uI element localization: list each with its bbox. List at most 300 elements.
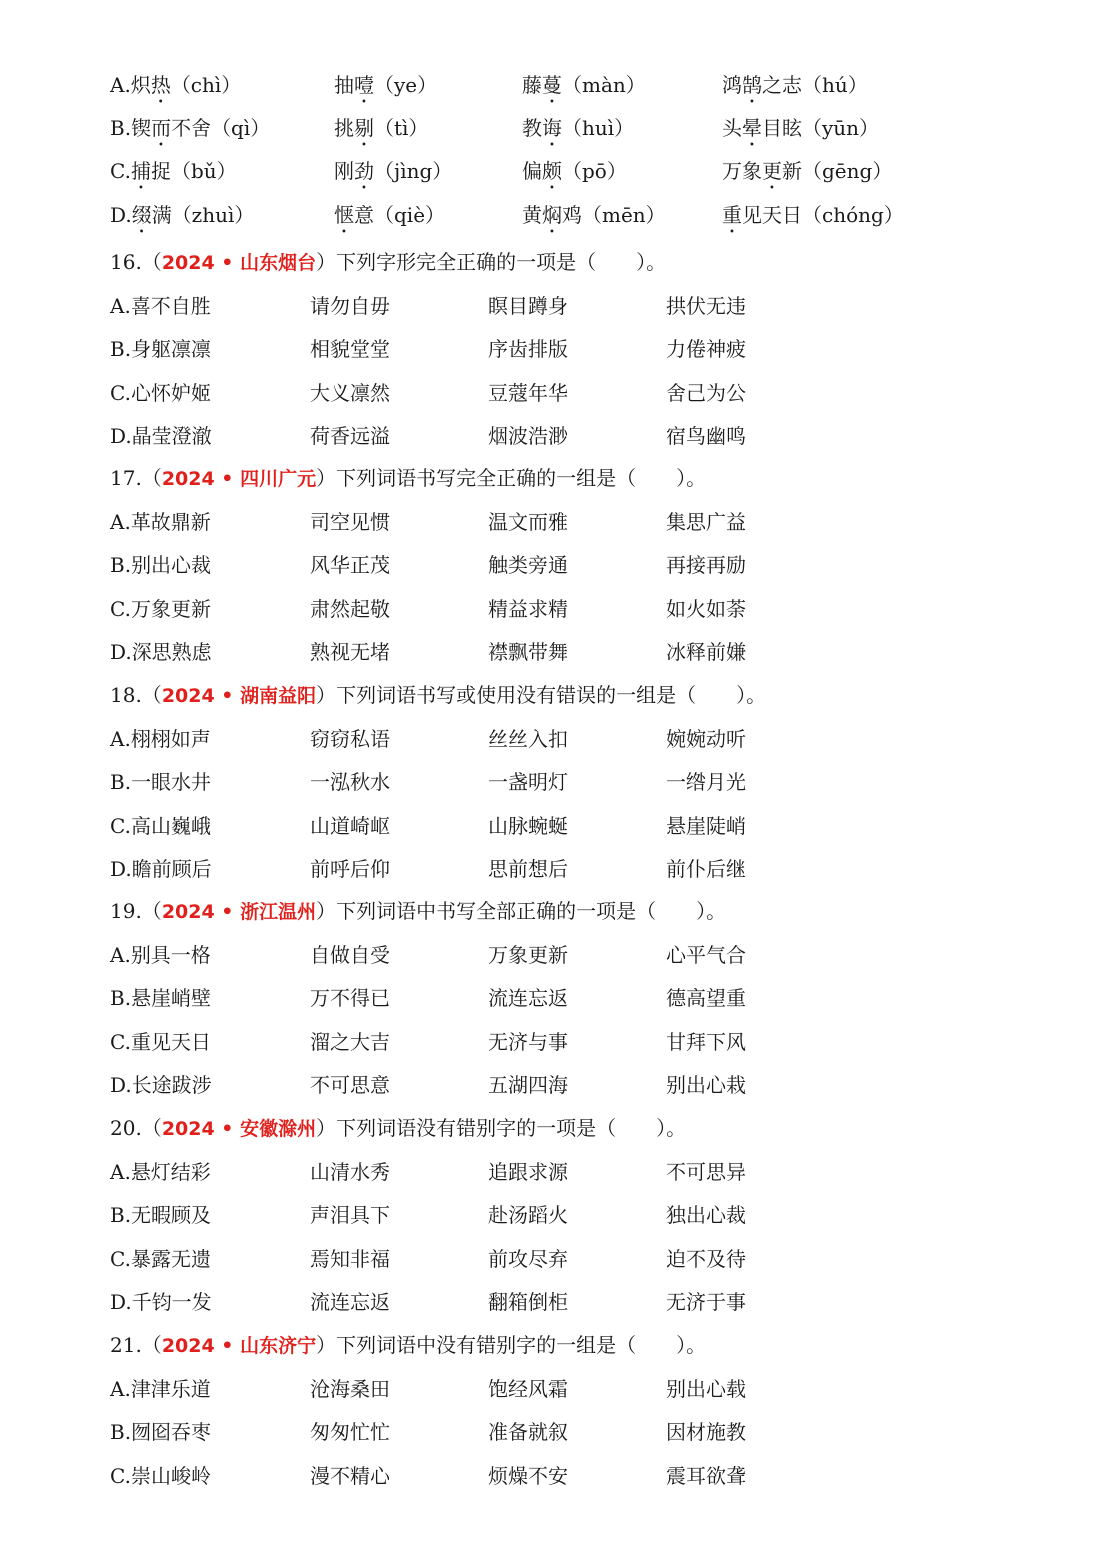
- word-item: [666, 1417, 746, 1447]
- word-text: 津津乐道: [130, 1376, 211, 1401]
- word-item: [666, 1027, 746, 1057]
- word-item: [310, 1244, 390, 1274]
- word-item: [310, 1070, 390, 1100]
- word-part: 刚: [334, 159, 354, 183]
- word-text: 一绺月光: [666, 770, 746, 794]
- word-item: [110, 637, 212, 667]
- pinyin-item: [110, 70, 241, 108]
- word-text: 千钧一发: [131, 1290, 212, 1314]
- option-label: A.: [110, 726, 131, 751]
- question-number: 19.（: [110, 899, 162, 923]
- word-text: 豆蔻年华: [488, 380, 568, 405]
- dotted-character: 热: [150, 73, 171, 97]
- option-label: B.: [110, 337, 132, 361]
- word-item: [110, 767, 211, 797]
- word-item: [488, 334, 568, 364]
- question-prompt: ）下列词语书写完全正确的一组是（ ）。: [316, 466, 707, 490]
- word-text: 栩栩如声: [130, 726, 211, 751]
- option-label: D.: [110, 203, 132, 227]
- pinyin-annotation: （hú）: [802, 73, 868, 97]
- word-item: [488, 1157, 568, 1187]
- word-item: [666, 1374, 746, 1404]
- option-label: B.: [110, 553, 132, 577]
- word-part: 不舍: [171, 116, 212, 140]
- word-item: [488, 507, 568, 537]
- pinyin-item: [722, 70, 868, 108]
- word-item: [666, 550, 746, 580]
- word-text: 烟波浩渺: [488, 424, 568, 448]
- word-text: 集思广益: [666, 509, 746, 534]
- pinyin-annotation: （jìng）: [374, 159, 453, 183]
- word-item: [110, 1374, 211, 1404]
- word-item: [488, 1244, 568, 1274]
- word-item: [666, 1461, 746, 1491]
- word-item: [666, 378, 746, 408]
- option-label: B.: [110, 986, 132, 1010]
- word-item: [110, 1157, 211, 1187]
- question-heading: [110, 1330, 706, 1360]
- word-item: [110, 594, 211, 624]
- dotted-character: 蔓: [542, 73, 562, 97]
- word-text: 襟飘带舞: [488, 640, 568, 664]
- option-label: C.: [110, 813, 131, 838]
- word-item: [110, 724, 211, 754]
- word-text: 焉知非福: [310, 1246, 390, 1271]
- word-part: 藤: [522, 73, 542, 97]
- option-label: C.: [110, 1463, 131, 1488]
- word-part: 万象: [722, 159, 762, 183]
- word-text: 请勿自毋: [310, 293, 390, 318]
- word-text: 窃窃私语: [310, 726, 390, 751]
- dotted-character: 而: [151, 116, 172, 140]
- pinyin-annotation: （gēng）: [802, 159, 893, 183]
- word-item: [666, 291, 746, 321]
- word-text: 五湖四海: [488, 1073, 568, 1097]
- word-text: 大义凛然: [310, 380, 390, 405]
- word-item: [310, 291, 390, 321]
- question-heading: [110, 680, 766, 710]
- word-item: [110, 983, 211, 1013]
- word-text: 不可思意: [310, 1073, 390, 1097]
- word-text: 精益求精: [488, 596, 568, 621]
- word-item: [310, 594, 390, 624]
- pinyin-annotation: （bǔ）: [170, 159, 237, 183]
- word-text: 一眼水井: [131, 770, 212, 794]
- word-text: 思前想后: [488, 857, 568, 881]
- pinyin-annotation: （mēn）: [582, 203, 666, 227]
- word-text: 囫囵吞枣: [131, 1420, 212, 1444]
- pinyin-item: [722, 113, 879, 151]
- pinyin-annotation: （màn）: [562, 73, 646, 97]
- word-text: 悬崖峭壁: [131, 986, 212, 1010]
- word-item: [488, 1070, 568, 1100]
- word-item: [666, 637, 746, 667]
- word-item: [666, 1200, 746, 1230]
- word-part: 新: [782, 159, 802, 183]
- word-part: 炽: [130, 73, 151, 97]
- question-number: 21.（: [110, 1333, 162, 1357]
- word-text: 流连忘返: [310, 1290, 390, 1314]
- dotted-character: 惬: [334, 203, 354, 227]
- word-item: [110, 378, 211, 408]
- word-item: [110, 334, 211, 364]
- word-item: [310, 724, 390, 754]
- question-source: 2024 • 安徽滁州: [161, 1118, 317, 1140]
- word-text: 山道崎岖: [310, 813, 390, 838]
- word-item: [666, 724, 746, 754]
- question-source: 2024 • 浙江温州: [161, 901, 317, 923]
- dotted-character: 晕: [742, 116, 762, 140]
- word-text: 山清水秀: [310, 1159, 390, 1184]
- word-item: [488, 550, 568, 580]
- option-label: A.: [110, 1159, 131, 1184]
- pinyin-item: [522, 113, 634, 151]
- word-text: 宿鸟幽鸣: [666, 424, 746, 448]
- word-item: [110, 811, 211, 841]
- word-item: [310, 1461, 390, 1491]
- word-item: [666, 983, 746, 1013]
- word-part: 黄: [522, 203, 542, 227]
- dotted-character: 诲: [542, 116, 562, 140]
- word-item: [488, 940, 568, 970]
- word-text: 前仆后继: [666, 857, 746, 881]
- word-text: 万不得已: [310, 986, 390, 1010]
- pinyin-item: [522, 70, 646, 108]
- word-item: [488, 724, 568, 754]
- option-label: A.: [110, 942, 131, 967]
- word-text: 赴汤蹈火: [488, 1203, 568, 1227]
- question-heading: [110, 1113, 686, 1143]
- word-text: 别具一格: [130, 942, 211, 967]
- word-text: 婉婉动听: [666, 726, 746, 751]
- word-text: 沧海桑田: [310, 1376, 390, 1401]
- word-item: [488, 767, 568, 797]
- question-source: 2024 • 湖南益阳: [161, 685, 317, 707]
- dotted-character: 劲: [354, 159, 374, 183]
- word-text: 丝丝入扣: [488, 726, 568, 751]
- word-text: 温文而雅: [488, 509, 568, 534]
- dotted-character: 捕: [130, 159, 151, 183]
- word-text: 无暇顾及: [131, 1203, 212, 1227]
- word-text: 瞑目蹲身: [488, 293, 568, 318]
- word-item: [666, 594, 746, 624]
- word-text: 暴露无遗: [130, 1246, 211, 1271]
- word-text: 熟视无堵: [310, 640, 390, 664]
- word-part: 锲: [131, 116, 152, 140]
- word-text: 匆匆忙忙: [310, 1420, 390, 1444]
- word-text: 前呼后仰: [310, 857, 390, 881]
- word-text: 别出心载: [666, 1376, 746, 1401]
- word-item: [110, 1244, 211, 1274]
- word-text: 相貌堂堂: [310, 337, 390, 361]
- word-item: [310, 1157, 390, 1187]
- word-text: 烦燥不安: [488, 1463, 568, 1488]
- word-item: [666, 1287, 746, 1317]
- word-part: 见天日: [742, 203, 802, 227]
- pinyin-annotation: （qì）: [211, 116, 271, 140]
- pinyin-item: [110, 200, 254, 238]
- dotted-character: 更: [762, 159, 782, 183]
- word-text: 自做自受: [310, 942, 390, 967]
- word-text: 荷香远溢: [310, 424, 390, 448]
- word-item: [110, 854, 212, 884]
- word-part: 鸿: [722, 73, 742, 97]
- word-text: 高山巍峨: [130, 813, 211, 838]
- option-label: D.: [110, 1073, 132, 1097]
- question-number: 18.（: [110, 683, 162, 707]
- word-text: 序齿排版: [488, 337, 568, 361]
- dotted-character: 重: [722, 203, 742, 227]
- word-text: 风华正茂: [310, 553, 390, 577]
- word-item: [110, 1461, 211, 1491]
- word-text: 翻箱倒柜: [488, 1290, 568, 1314]
- word-item: [488, 1287, 568, 1317]
- word-part: 头: [722, 116, 742, 140]
- dotted-character: 焖: [542, 203, 562, 227]
- pinyin-item: [110, 113, 270, 151]
- word-part: 抽: [334, 73, 354, 97]
- word-item: [310, 637, 390, 667]
- word-text: 震耳欲聋: [666, 1463, 746, 1488]
- word-item: [110, 940, 211, 970]
- word-text: 力倦神疲: [666, 337, 746, 361]
- word-text: 一盏明灯: [488, 770, 568, 794]
- word-item: [110, 550, 211, 580]
- option-label: A.: [110, 293, 131, 318]
- word-item: [488, 594, 568, 624]
- option-label: B.: [110, 116, 132, 140]
- word-text: 瞻前顾后: [131, 857, 212, 881]
- pinyin-item: [522, 156, 627, 194]
- word-item: [488, 811, 568, 841]
- word-item: [666, 334, 746, 364]
- option-label: C.: [110, 1029, 131, 1054]
- word-text: 独出心裁: [666, 1203, 746, 1227]
- word-text: 饱经风霜: [488, 1376, 568, 1401]
- word-part: 目眩: [762, 116, 802, 140]
- word-item: [310, 1287, 390, 1317]
- word-text: 溜之大吉: [310, 1029, 390, 1054]
- question-source: 2024 • 山东济宁: [161, 1335, 317, 1357]
- word-text: 如火如荼: [666, 596, 746, 621]
- dotted-character: 缀: [131, 203, 152, 227]
- pinyin-annotation: （zhuì）: [171, 203, 255, 227]
- word-text: 漫不精心: [310, 1463, 390, 1488]
- pinyin-item: [334, 70, 437, 108]
- word-text: 再接再励: [666, 553, 746, 577]
- pinyin-annotation: （chì）: [170, 73, 242, 97]
- word-part: 之志: [762, 73, 802, 97]
- word-item: [310, 334, 390, 364]
- word-item: [488, 291, 568, 321]
- word-item: [488, 983, 568, 1013]
- option-label: C.: [110, 159, 131, 183]
- word-item: [488, 1027, 568, 1057]
- word-part: 偏: [522, 159, 542, 183]
- dotted-character: 鹄: [742, 73, 762, 97]
- word-part: 挑: [334, 116, 354, 140]
- word-item: [110, 507, 211, 537]
- question-prompt: ）下列字形完全正确的一项是（ ）。: [316, 250, 667, 274]
- question-prompt: ）下列词语中书写全部正确的一项是（ ）。: [316, 899, 727, 923]
- word-item: [488, 1200, 568, 1230]
- option-label: D.: [110, 424, 132, 448]
- word-text: 身躯凛凛: [131, 337, 212, 361]
- word-text: 别出心栽: [666, 1073, 746, 1097]
- word-text: 山脉蜿蜒: [488, 813, 568, 838]
- word-text: 舍己为公: [666, 380, 746, 405]
- question-number: 20.（: [110, 1116, 162, 1140]
- word-item: [310, 811, 390, 841]
- word-item: [310, 854, 390, 884]
- word-item: [310, 1374, 390, 1404]
- option-label: D.: [110, 857, 132, 881]
- option-label: C.: [110, 1246, 131, 1271]
- word-item: [110, 291, 211, 321]
- question-prompt: ）下列词语没有错别字的一项是（ ）。: [316, 1116, 687, 1140]
- pinyin-item: [334, 113, 428, 151]
- pinyin-item: [722, 156, 892, 194]
- word-item: [666, 811, 746, 841]
- pinyin-item: [334, 200, 445, 238]
- word-item: [110, 1287, 212, 1317]
- word-text: 因材施教: [666, 1420, 746, 1444]
- question-prompt: ）下列词语书写或使用没有错误的一组是（ ）。: [316, 683, 767, 707]
- word-text: 心平气合: [666, 942, 746, 967]
- word-text: 别出心裁: [131, 553, 212, 577]
- word-text: 重见天日: [130, 1029, 211, 1054]
- word-part: 意: [354, 203, 374, 227]
- word-text: 追跟求源: [488, 1159, 568, 1184]
- word-item: [310, 1417, 390, 1447]
- option-label: C.: [110, 380, 131, 405]
- word-item: [310, 550, 390, 580]
- word-text: 司空见惯: [310, 509, 390, 534]
- word-text: 万象更新: [488, 942, 568, 967]
- word-text: 声泪具下: [310, 1203, 390, 1227]
- word-text: 悬灯结彩: [130, 1159, 211, 1184]
- pinyin-annotation: （qiè）: [374, 203, 446, 227]
- option-label: D.: [110, 1290, 132, 1314]
- option-label: A.: [110, 509, 131, 534]
- word-text: 迫不及待: [666, 1246, 746, 1271]
- word-text: 冰释前嫌: [666, 640, 746, 664]
- pinyin-item: [722, 200, 904, 238]
- word-item: [666, 1157, 746, 1187]
- word-item: [488, 421, 568, 451]
- word-item: [666, 421, 746, 451]
- word-text: 喜不自胜: [130, 293, 211, 318]
- word-text: 心怀妒姬: [130, 380, 211, 405]
- word-item: [488, 854, 568, 884]
- dotted-character: 颇: [542, 159, 562, 183]
- option-label: B.: [110, 1203, 132, 1227]
- word-text: 晶莹澄澈: [131, 424, 212, 448]
- word-text: 革故鼎新: [130, 509, 211, 534]
- word-item: [666, 1244, 746, 1274]
- word-item: [310, 378, 390, 408]
- word-item: [488, 1461, 568, 1491]
- dotted-character: 剔: [354, 116, 374, 140]
- word-item: [110, 1417, 211, 1447]
- question-prompt: ）下列词语中没有错别字的一组是（ ）。: [316, 1333, 707, 1357]
- question-heading: [110, 247, 666, 277]
- word-item: [310, 940, 390, 970]
- option-label: C.: [110, 596, 131, 621]
- pinyin-annotation: （huì）: [562, 116, 635, 140]
- pinyin-annotation: （chóng）: [802, 203, 904, 227]
- word-text: 准备就叙: [488, 1420, 568, 1444]
- word-part: 教: [522, 116, 542, 140]
- word-text: 触类旁通: [488, 553, 568, 577]
- pinyin-annotation: （tì）: [374, 116, 429, 140]
- pinyin-item: [334, 156, 452, 194]
- question-heading: [110, 463, 706, 493]
- option-label: D.: [110, 640, 132, 664]
- option-label: A.: [110, 1376, 131, 1401]
- dotted-character: 噎: [354, 73, 374, 97]
- pinyin-annotation: （ye）: [374, 73, 438, 97]
- question-number: 16.（: [110, 250, 162, 274]
- word-item: [666, 767, 746, 797]
- word-item: [488, 1417, 568, 1447]
- word-part: 满: [151, 203, 172, 227]
- word-item: [310, 507, 390, 537]
- word-item: [110, 1070, 212, 1100]
- word-text: 崇山峻岭: [130, 1463, 211, 1488]
- word-item: [666, 940, 746, 970]
- word-item: [666, 854, 746, 884]
- word-item: [310, 767, 390, 797]
- word-item: [310, 1027, 390, 1057]
- question-number: 17.（: [110, 466, 162, 490]
- option-label: A.: [110, 73, 131, 97]
- word-item: [310, 983, 390, 1013]
- question-heading: [110, 896, 726, 926]
- word-text: 万象更新: [130, 596, 211, 621]
- word-text: 深思熟虑: [131, 640, 212, 664]
- pinyin-item: [110, 156, 237, 194]
- word-text: 悬崖陡峭: [666, 813, 746, 838]
- word-text: 肃然起敬: [310, 596, 390, 621]
- word-text: 无济与事: [488, 1029, 568, 1054]
- word-text: 长途跋涉: [131, 1073, 212, 1097]
- pinyin-annotation: （pō）: [562, 159, 627, 183]
- word-text: 流连忘返: [488, 986, 568, 1010]
- word-item: [110, 1200, 211, 1230]
- pinyin-annotation: （yūn）: [802, 116, 880, 140]
- option-label: B.: [110, 1420, 132, 1444]
- word-item: [488, 1374, 568, 1404]
- word-text: 一泓秋水: [310, 770, 390, 794]
- word-item: [488, 378, 568, 408]
- pinyin-item: [522, 200, 666, 238]
- word-text: 甘拜下风: [666, 1029, 746, 1054]
- word-item: [488, 637, 568, 667]
- word-item: [310, 1200, 390, 1230]
- word-text: 不可思异: [666, 1159, 746, 1184]
- question-source: 2024 • 山东烟台: [161, 252, 317, 274]
- word-item: [666, 1070, 746, 1100]
- word-item: [666, 507, 746, 537]
- option-label: B.: [110, 770, 132, 794]
- word-text: 前攻尽弃: [488, 1246, 568, 1271]
- word-text: 德高望重: [666, 986, 746, 1010]
- question-source: 2024 • 四川广元: [161, 468, 317, 490]
- word-item: [310, 421, 390, 451]
- word-text: 拱伏无违: [666, 293, 746, 318]
- word-item: [110, 421, 212, 451]
